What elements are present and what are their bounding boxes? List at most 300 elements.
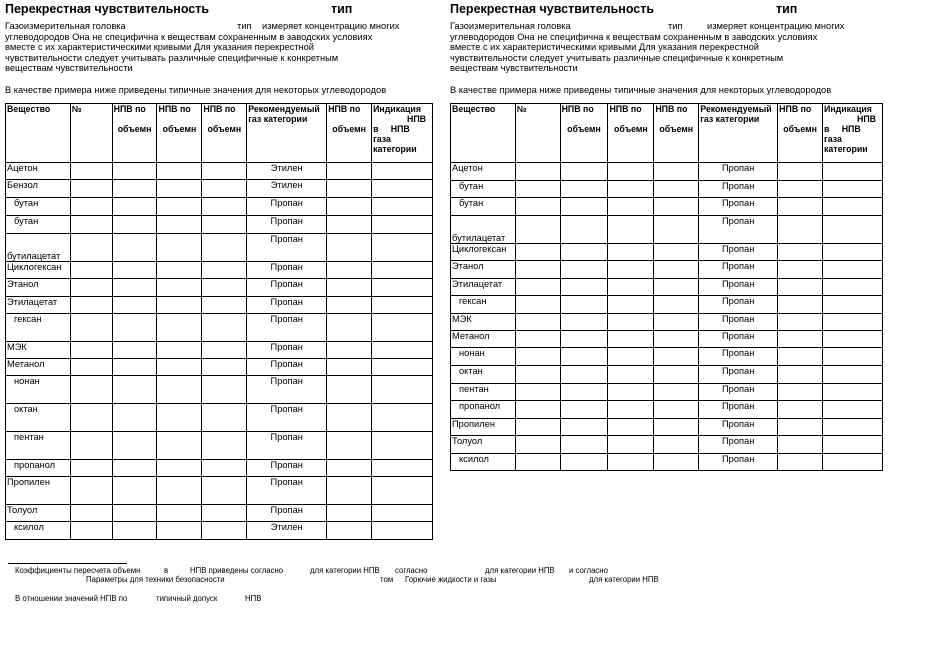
recommended-gas-cell: Пропан <box>699 181 778 198</box>
empty-cell <box>372 234 433 262</box>
recommended-gas-cell: Пропан <box>699 163 778 181</box>
substance-cell: Этилацетат <box>6 297 71 314</box>
table-row <box>451 401 883 419</box>
empty-cell <box>202 376 247 404</box>
empty-cell <box>372 460 433 477</box>
empty-cell <box>202 279 247 297</box>
empty-cell <box>608 181 654 198</box>
empty-cell <box>70 163 112 180</box>
empty-cell <box>70 477 112 505</box>
table-row <box>6 279 433 297</box>
empty-cell <box>778 384 823 401</box>
empty-cell <box>327 180 372 198</box>
empty-cell <box>654 163 699 181</box>
table-row <box>6 216 433 234</box>
empty-cell <box>778 181 823 198</box>
empty-cell <box>560 454 608 471</box>
table-row <box>451 181 883 198</box>
empty-cell <box>70 262 112 279</box>
empty-cell <box>823 366 883 384</box>
recommended-gas-cell: Пропан <box>247 262 327 279</box>
empty-cell <box>560 261 608 279</box>
empty-cell <box>654 198 699 216</box>
empty-cell <box>778 436 823 454</box>
recommended-gas-cell: Пропан <box>699 331 778 348</box>
recommended-gas-cell: Пропан <box>247 234 327 262</box>
empty-cell <box>157 314 202 342</box>
substance-cell: Этанол <box>6 279 71 297</box>
recommended-gas-cell: Пропан <box>247 460 327 477</box>
table-row <box>451 163 883 181</box>
empty-cell <box>202 216 247 234</box>
recommended-gas-cell: Пропан <box>247 505 327 522</box>
substance-cell: пропанол <box>6 460 71 477</box>
panel-title <box>5 2 433 18</box>
empty-cell <box>654 261 699 279</box>
empty-cell <box>327 234 372 262</box>
empty-cell <box>372 180 433 198</box>
table-row <box>6 404 433 432</box>
table-row <box>6 477 433 505</box>
empty-cell <box>608 163 654 181</box>
substance-cell: Пропилен <box>451 419 516 436</box>
empty-cell <box>654 454 699 471</box>
empty-cell <box>327 198 372 216</box>
footnote-text: Параметры для техники безопасности <box>86 575 225 584</box>
empty-cell <box>608 348 654 366</box>
substance-cell: МЭК <box>451 314 516 331</box>
empty-cell <box>778 419 823 436</box>
recommended-gas-cell: Пропан <box>247 359 327 376</box>
empty-cell <box>560 296 608 314</box>
substance-cell: нонан <box>451 348 516 366</box>
desc-text: вместе с их характеристическими кривыми Для указания перекрестной <box>5 42 314 52</box>
empty-cell <box>608 314 654 331</box>
empty-cell <box>157 297 202 314</box>
empty-cell <box>70 432 112 460</box>
empty-cell <box>560 331 608 348</box>
empty-cell <box>654 331 699 348</box>
substance-cell: бутилацетат <box>6 234 71 262</box>
empty-cell <box>157 234 202 262</box>
recommended-gas-cell: Пропан <box>247 477 327 505</box>
desc-text: Газоизмерительная головка <box>5 21 126 31</box>
substance-cell: нонан <box>6 376 71 404</box>
table-row <box>6 505 433 522</box>
empty-cell <box>202 234 247 262</box>
empty-cell <box>515 163 560 181</box>
empty-cell <box>515 419 560 436</box>
empty-cell <box>372 432 433 460</box>
empty-cell <box>157 198 202 216</box>
table-row <box>6 180 433 198</box>
table-row <box>6 262 433 279</box>
empty-cell <box>560 198 608 216</box>
empty-cell <box>157 432 202 460</box>
empty-cell <box>157 376 202 404</box>
empty-cell <box>70 342 112 359</box>
desc-text: веществам чувствительности <box>5 63 133 73</box>
empty-cell <box>608 244 654 261</box>
table-row <box>6 359 433 376</box>
empty-cell <box>515 436 560 454</box>
empty-cell <box>372 522 433 540</box>
title-text: Перекрестная чувствительность <box>5 2 210 16</box>
desc-text: тип <box>668 21 683 31</box>
footnote-text: согласно <box>395 566 428 575</box>
table-row <box>451 296 883 314</box>
table-row <box>6 460 433 477</box>
empty-cell <box>112 297 157 314</box>
example-text: В качестве примера ниже приведены типичные значения для некоторых углеводородов <box>5 85 387 95</box>
title-type: тип <box>776 2 798 16</box>
empty-cell <box>202 163 247 180</box>
substance-cell: гексан <box>451 296 516 314</box>
empty-cell <box>823 331 883 348</box>
empty-cell <box>157 163 202 180</box>
substance-cell: ксилол <box>451 454 516 471</box>
empty-cell <box>515 366 560 384</box>
empty-cell <box>608 366 654 384</box>
empty-cell <box>327 404 372 432</box>
substance-cell: Ацетон <box>6 163 71 180</box>
empty-cell <box>560 314 608 331</box>
table-row <box>451 419 883 436</box>
empty-cell <box>112 180 157 198</box>
recommended-gas-cell: Пропан <box>699 401 778 419</box>
empty-cell <box>112 505 157 522</box>
empty-cell <box>202 297 247 314</box>
empty-cell <box>112 234 157 262</box>
table-row <box>451 198 883 216</box>
empty-cell <box>70 279 112 297</box>
empty-cell <box>202 432 247 460</box>
recommended-gas-cell: Пропан <box>699 216 778 244</box>
empty-cell <box>112 262 157 279</box>
empty-cell <box>515 261 560 279</box>
col-npv: НПВ по объемн <box>157 104 202 163</box>
empty-cell <box>157 180 202 198</box>
empty-cell <box>608 454 654 471</box>
substance-cell: Толуол <box>6 505 71 522</box>
recommended-gas-cell: Этилен <box>247 180 327 198</box>
example-text: В качестве примера ниже приведены типичные значения для некоторых углеводородов <box>450 85 832 95</box>
substance-cell: пропанол <box>451 401 516 419</box>
recommended-gas-cell: Пропан <box>699 384 778 401</box>
empty-cell <box>157 359 202 376</box>
empty-cell <box>778 348 823 366</box>
col-npv: НПВ по объемн <box>654 104 699 163</box>
empty-cell <box>327 505 372 522</box>
table-row <box>451 261 883 279</box>
empty-cell <box>823 198 883 216</box>
substance-cell: октан <box>451 366 516 384</box>
empty-cell <box>372 376 433 404</box>
recommended-gas-cell: Пропан <box>699 419 778 436</box>
empty-cell <box>202 522 247 540</box>
col-recommended-gas: Рекомендуемый газ категории <box>699 104 778 163</box>
substance-cell: Ацетон <box>451 163 516 181</box>
recommended-gas-cell: Пропан <box>247 376 327 404</box>
recommended-gas-cell: Пропан <box>699 454 778 471</box>
empty-cell <box>327 279 372 297</box>
substance-cell: бутан <box>451 181 516 198</box>
recommended-gas-cell: Пропан <box>699 348 778 366</box>
empty-cell <box>515 216 560 244</box>
empty-cell <box>778 261 823 279</box>
empty-cell <box>560 401 608 419</box>
empty-cell <box>70 234 112 262</box>
substance-cell: Толуол <box>451 436 516 454</box>
table-row <box>6 342 433 359</box>
empty-cell <box>157 505 202 522</box>
empty-cell <box>608 261 654 279</box>
empty-cell <box>778 401 823 419</box>
col-npv: НПВ по объемн <box>327 104 372 163</box>
desc-text: чувствительности следует учитывать различные специфичные к конкретным <box>5 52 339 63</box>
recommended-gas-cell: Пропан <box>699 296 778 314</box>
empty-cell <box>654 216 699 244</box>
footnote-text: В отношении значений НПВ по <box>15 594 128 603</box>
empty-cell <box>70 404 112 432</box>
empty-cell <box>654 244 699 261</box>
empty-cell <box>70 216 112 234</box>
empty-cell <box>515 314 560 331</box>
empty-cell <box>608 279 654 296</box>
desc-text: тип <box>237 21 252 31</box>
empty-cell <box>560 244 608 261</box>
table-row <box>6 376 433 404</box>
empty-cell <box>560 279 608 296</box>
empty-cell <box>372 505 433 522</box>
empty-cell <box>327 359 372 376</box>
recommended-gas-cell: Пропан <box>699 244 778 261</box>
empty-cell <box>112 216 157 234</box>
substance-cell: Этанол <box>451 261 516 279</box>
footnote-text: типичный допуск <box>156 594 218 603</box>
empty-cell <box>157 404 202 432</box>
empty-cell <box>112 522 157 540</box>
empty-cell <box>327 163 372 180</box>
sensitivity-table <box>450 103 883 471</box>
table-row <box>6 522 433 540</box>
table-row <box>451 436 883 454</box>
empty-cell <box>157 522 202 540</box>
recommended-gas-cell: Пропан <box>247 216 327 234</box>
desc-text: вместе с их характеристическими кривыми Для указания перекрестной <box>450 42 759 52</box>
desc-text: чувствительности следует учитывать различные специфичные к конкретным <box>450 52 784 63</box>
desc-text: измеряет концентрацию многих <box>707 21 845 31</box>
sensitivity-table <box>5 103 433 540</box>
empty-cell <box>608 296 654 314</box>
empty-cell <box>654 314 699 331</box>
footnote-text: и согласно <box>569 566 608 575</box>
empty-cell <box>372 297 433 314</box>
empty-cell <box>372 404 433 432</box>
empty-cell <box>778 366 823 384</box>
panel-title <box>450 2 883 18</box>
footnote-rule <box>8 563 127 564</box>
empty-cell <box>823 419 883 436</box>
empty-cell <box>778 244 823 261</box>
recommended-gas-cell: Пропан <box>247 279 327 297</box>
recommended-gas-cell: Пропан <box>247 198 327 216</box>
recommended-gas-cell: Этилен <box>247 163 327 180</box>
footnote-text: Горючие жидкости и газы <box>405 575 497 584</box>
empty-cell <box>823 216 883 244</box>
empty-cell <box>654 181 699 198</box>
empty-cell <box>372 477 433 505</box>
empty-cell <box>515 454 560 471</box>
title-text: Перекрестная чувствительность <box>450 2 655 16</box>
empty-cell <box>654 401 699 419</box>
empty-cell <box>202 262 247 279</box>
desc-text: углеводородов Она не специфична к веществам сохраненным в заводских условиях <box>5 31 373 42</box>
empty-cell <box>608 436 654 454</box>
empty-cell <box>112 314 157 342</box>
empty-cell <box>608 331 654 348</box>
footnote-text: НПВ <box>245 594 262 603</box>
substance-cell: ксилол <box>6 522 71 540</box>
empty-cell <box>778 216 823 244</box>
footnote-text: в <box>164 566 169 575</box>
empty-cell <box>327 460 372 477</box>
empty-cell <box>112 279 157 297</box>
footnote-text: для категории НПВ <box>310 566 380 575</box>
table-row <box>451 384 883 401</box>
empty-cell <box>608 384 654 401</box>
table-row <box>6 234 433 262</box>
empty-cell <box>823 296 883 314</box>
empty-cell <box>157 342 202 359</box>
recommended-gas-cell: Пропан <box>699 366 778 384</box>
empty-cell <box>515 181 560 198</box>
col-no: № <box>70 104 112 163</box>
empty-cell <box>70 198 112 216</box>
empty-cell <box>823 163 883 181</box>
empty-cell <box>70 460 112 477</box>
col-no: № <box>515 104 560 163</box>
col-recommended-gas: Рекомендуемый газ категории <box>247 104 327 163</box>
substance-cell: Циклогексан <box>451 244 516 261</box>
col-substance: Вещество <box>6 104 71 163</box>
footnote-text: для категории НПВ <box>589 575 659 584</box>
col-substance: Вещество <box>451 104 516 163</box>
empty-cell <box>157 460 202 477</box>
empty-cell <box>560 436 608 454</box>
empty-cell <box>778 163 823 181</box>
recommended-gas-cell: Пропан <box>699 261 778 279</box>
empty-cell <box>202 342 247 359</box>
empty-cell <box>327 376 372 404</box>
empty-cell <box>778 296 823 314</box>
empty-cell <box>515 401 560 419</box>
empty-cell <box>515 331 560 348</box>
desc-text: веществам чувствительности <box>450 63 578 73</box>
table-row <box>451 279 883 296</box>
substance-cell: Пропилен <box>6 477 71 505</box>
col-npv: НПВ по объемн <box>778 104 823 163</box>
footnote-line: Коэффициенты пересчета объемн <box>15 566 141 575</box>
empty-cell <box>515 348 560 366</box>
empty-cell <box>202 314 247 342</box>
empty-cell <box>515 384 560 401</box>
substance-cell: Циклогексан <box>6 262 71 279</box>
empty-cell <box>515 244 560 261</box>
empty-cell <box>112 359 157 376</box>
empty-cell <box>70 522 112 540</box>
empty-cell <box>202 198 247 216</box>
empty-cell <box>654 348 699 366</box>
empty-cell <box>112 432 157 460</box>
empty-cell <box>608 198 654 216</box>
col-npv: НПВ по объемн <box>560 104 608 163</box>
table-row <box>451 244 883 261</box>
table-row <box>6 198 433 216</box>
empty-cell <box>372 216 433 234</box>
col-npv: НПВ по объемн <box>608 104 654 163</box>
empty-cell <box>70 297 112 314</box>
empty-cell <box>654 366 699 384</box>
empty-cell <box>608 216 654 244</box>
empty-cell <box>823 181 883 198</box>
substance-cell: Метанол <box>6 359 71 376</box>
empty-cell <box>823 314 883 331</box>
empty-cell <box>112 163 157 180</box>
empty-cell <box>372 262 433 279</box>
empty-cell <box>112 404 157 432</box>
footnote-text: том <box>380 575 394 584</box>
empty-cell <box>654 419 699 436</box>
substance-cell: гексан <box>6 314 71 342</box>
empty-cell <box>70 314 112 342</box>
empty-cell <box>608 401 654 419</box>
empty-cell <box>202 460 247 477</box>
recommended-gas-cell: Пропан <box>699 314 778 331</box>
empty-cell <box>70 376 112 404</box>
desc-text: углеводородов Она не специфична к веществам сохраненным в заводских условиях <box>450 31 818 42</box>
empty-cell <box>202 404 247 432</box>
substance-cell: октан <box>6 404 71 432</box>
substance-cell: бутан <box>6 198 71 216</box>
empty-cell <box>202 505 247 522</box>
empty-cell <box>372 163 433 180</box>
empty-cell <box>327 342 372 359</box>
empty-cell <box>327 432 372 460</box>
table-row <box>451 331 883 348</box>
recommended-gas-cell: Пропан <box>699 279 778 296</box>
empty-cell <box>70 359 112 376</box>
substance-cell: Этилацетат <box>451 279 516 296</box>
empty-cell <box>823 401 883 419</box>
empty-cell <box>157 262 202 279</box>
empty-cell <box>157 477 202 505</box>
empty-cell <box>70 180 112 198</box>
table-row <box>6 432 433 460</box>
empty-cell <box>112 376 157 404</box>
empty-cell <box>327 314 372 342</box>
col-npv: НПВ по объемн <box>202 104 247 163</box>
empty-cell <box>778 331 823 348</box>
table-row <box>451 216 883 244</box>
table-row <box>6 163 433 180</box>
empty-cell <box>778 314 823 331</box>
empty-cell <box>654 384 699 401</box>
empty-cell <box>654 436 699 454</box>
substance-cell: Бензол <box>6 180 71 198</box>
empty-cell <box>202 477 247 505</box>
footnote-text: для категории НПВ <box>485 566 555 575</box>
